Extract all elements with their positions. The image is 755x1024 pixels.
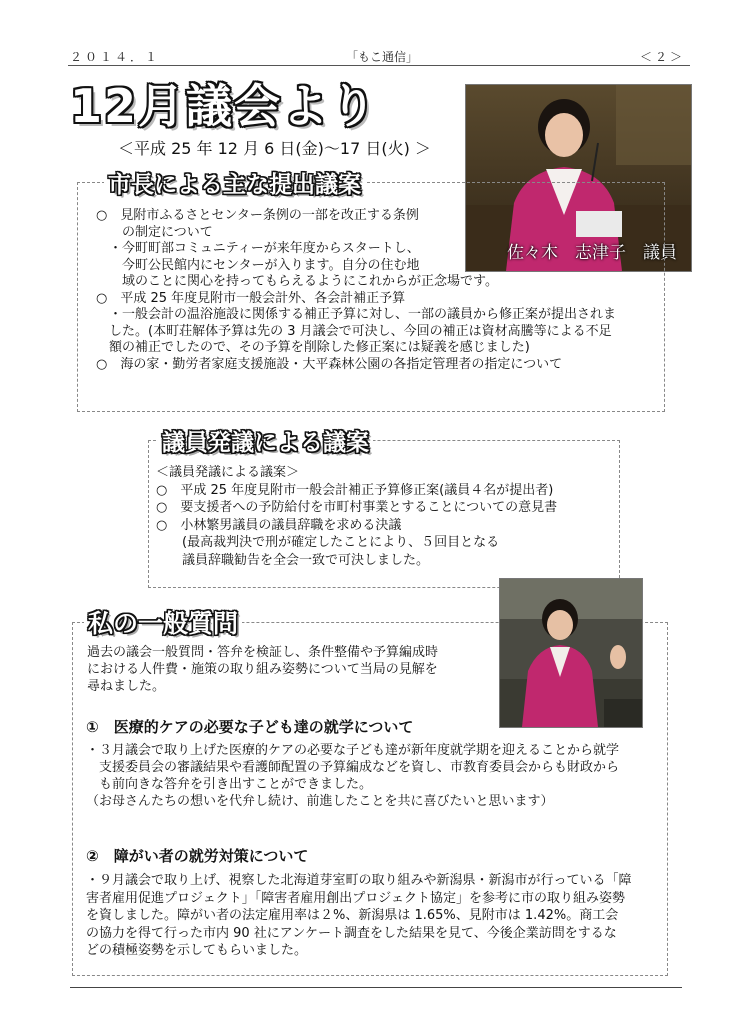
- q1-line: 支援委員会の審議結果や看護師配置の予算編成などを資し、市教育委員会からも財政から: [86, 760, 620, 775]
- issue-date: ２０１４．１: [70, 50, 161, 64]
- s2-line: ○ 平成 25 年度見附市一般会計補正予算修正案(議員４名が提出者): [156, 482, 554, 498]
- section1-title: 市長による主な提出議案: [104, 166, 365, 199]
- section3-intro: [87, 644, 438, 695]
- s1-line: ・一般会計の温浴施設に関係する補正予算に対し、一部の議員から修正案が提出されま: [96, 307, 617, 322]
- s1-line: の制定について: [96, 224, 213, 240]
- page-title: 12月議会より: [70, 79, 379, 133]
- section2-title: 議員発議による議案: [158, 424, 373, 457]
- q1-line: （お母さんたちの想いを代弁し続け、前進したことを共に喜びたいと思います）: [86, 794, 554, 809]
- s2-line: 議員辞職勧告を全会一致で可決しました。: [156, 552, 430, 568]
- s1-line: ○ 海の家・勤労者家庭支援施設・大平森林公園の各指定管理者の指定について: [96, 356, 563, 372]
- intro-line: における人件費・施策の取り組み姿勢について当局の見解を: [87, 662, 438, 677]
- s2-line: ○ 小林繁男議員の議員辞職を求める決議: [156, 517, 402, 533]
- question-photo: [499, 578, 643, 728]
- q2-line: ・９月議会で取り上げ、視察した北海道芽室町の取り組みや新潟県・新潟市が行っている「障: [86, 873, 632, 888]
- councillor-questioning-image: [500, 579, 642, 727]
- photo-caption: 佐々木 志津子 議員: [507, 243, 677, 263]
- s1-line: 額の補正でしたので、その予算を削除した修正案には疑義を感じました): [96, 340, 530, 355]
- q2-line: どの積極姿勢を示してもらいました。: [86, 943, 308, 958]
- s1-line: ○ 見附市ふるさとセンター条例の一部を改正する条例: [96, 208, 419, 223]
- header-rule: [68, 65, 690, 66]
- s2-line: (最高裁判決で刑が確定したことにより、５回目となる: [156, 535, 500, 550]
- s2-line: ○ 要支援者への予防給付を市町村事業とすることについての意見書: [156, 500, 558, 515]
- intro-line: 尋ねました。: [87, 679, 166, 694]
- q2-line: の協力を得て行った市内 90 社にアンケート調査をした結果を見て、今後企業訪問をするな: [86, 925, 617, 941]
- newsletter-name: 「もこ通信」: [346, 50, 419, 64]
- footer-rule: [70, 987, 682, 988]
- q1-line: ・３月議会で取り上げた医療的ケアの必要な子ども達が新年度就学期を迎えることから就学: [86, 743, 620, 758]
- question2-heading: ② 障がい者の就労対策について: [86, 847, 309, 865]
- session-dates: ＜平成 25 年 12 月 6 日(金)～17 日(火) ＞: [118, 139, 431, 158]
- question1-body: [86, 742, 619, 810]
- s1-line: ・今町町部コミュニティーが来年度からスタートし、: [96, 241, 420, 256]
- s1-line: ○ 平成 25 年度見附市一般会計外、各会計補正予算: [96, 290, 406, 306]
- s1-line: 今町公民館内にセンターが入ります。自分の住む地: [96, 257, 420, 273]
- q1-line: も前向きな答弁を引き出すことができました。: [86, 777, 373, 792]
- question1-heading: ① 医療的ケアの必要な子ども達の就学について: [86, 718, 414, 736]
- s1-line: した。(本町荘解体予算は先の 3 月議会で可決し、今回の補正は資材高騰等による不足: [96, 323, 612, 339]
- q2-line: 害者雇用促進プロジェクト」「障害者雇用創出プロジェクト協定」を参考に市の取り組み姿勢: [86, 890, 625, 906]
- page-number: ＜２＞: [640, 50, 686, 64]
- q2-line: を資しました。障がい者の法定雇用率は２%、新潟県は 1.65%、見附市は 1.42%。商工会: [86, 908, 619, 923]
- section1-body: [96, 208, 616, 373]
- question2-body: [86, 872, 631, 960]
- s1-line: 域のことに関心を持ってもらえるようにこれからが正念場です。: [96, 274, 498, 289]
- section3-title: 私の一般質問: [84, 604, 242, 640]
- section2-body: [156, 464, 557, 569]
- s2-line: ＜議員発議による議案＞: [156, 465, 300, 480]
- intro-line: 過去の議会一般質問・答弁を検証し、条件整備や予算編成時: [87, 645, 439, 660]
